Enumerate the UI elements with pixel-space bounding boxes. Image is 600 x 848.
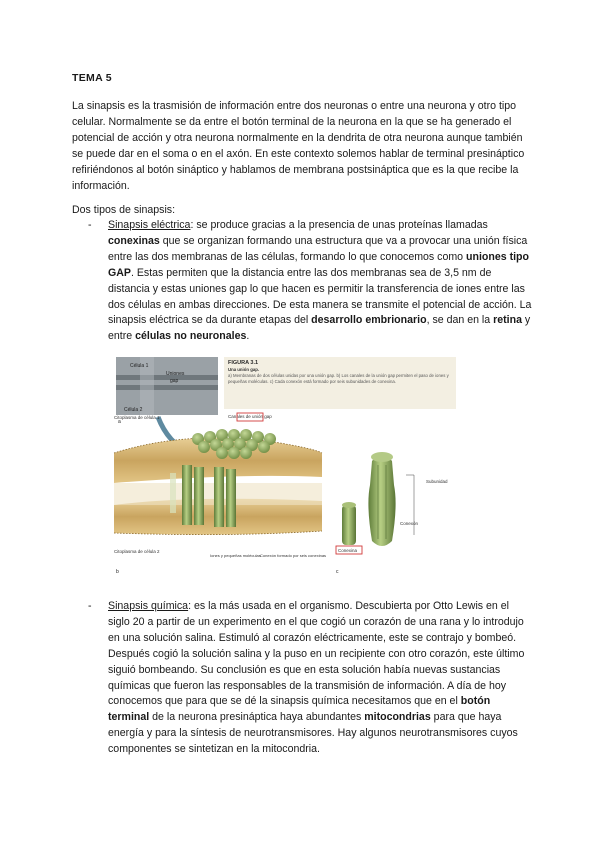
intro-paragraph: La sinapsis es la trasmisión de información entre dos neuronas o entre una neurona y otro tipo celular. Normalmente se da entre el botón terminal de la neurona en la que se ha generado el potencial de acción y otra neurona normalmente en la dendrita de otra neurona aunque también se puede dar en el soma o en el axón. En este contexto solemos hablar de terminal presináptico refiriéndonos al botón sináptico y hablamos de membrana postsináptica que es la que recibe la información. (72, 100, 525, 192)
list-item-electric-synapse (72, 218, 532, 345)
subunit-label: Subunidad (426, 479, 448, 484)
cell2-label: Célula 2 (124, 407, 143, 413)
chemical-term: Sinapsis química (108, 600, 189, 612)
panel-c-letter: c (336, 569, 339, 575)
uniones-label: Uniones (166, 371, 185, 377)
connexin-panel (336, 452, 448, 575)
conexon-label: Conexón (400, 521, 419, 526)
cytoplasm-1-label: Citoplasma de célula 1 (114, 415, 160, 420)
cytoplasm-2-label: Citoplasma de célula 2 (114, 549, 160, 554)
panel-b-letter: b (116, 569, 119, 575)
ions-label: Iones y pequeñas moléculas (210, 553, 261, 558)
list-item-chemical-synapse (72, 599, 532, 758)
conexon-formation-label: Conexón formado por seis conexinas (260, 553, 327, 558)
figure-number: FIGURA 3.1 (228, 360, 259, 366)
connexin-label: Conexina (338, 548, 358, 553)
types-heading: Dos tipos de sinapsis: (72, 204, 176, 216)
bullet-dash: - (88, 219, 92, 231)
chemical-synapse-text: Sinapsis química: es la más usada en el organismo. Descubierta por Otto Lewis en el siglo 20 a partir de un experimento en el que cogió un corazón de una rana y lo introdujo en una solución salina. Estimuló al corazón eléctricamente, este se contrajo y bombeó. Después cogió la solución salina y la puso en un recipiente con otro corazón, este último siguió bombeando. Su conclusión es que en esta solución había nuevas sustancias químicas que fueron las responsables de la transmisión de información. A día de hoy conocemos que para que se dé la sinapsis química necesitamos que en el botón terminal de la neurona presináptica haya abundantes mitocondrias para que haya energía y para la síntesis de neurotransmisores. Hay algunos neurotransmisores cuyos componentes se sintetizan en la mitocondria. (108, 600, 525, 756)
electric-synapse-text: Sinapsis eléctrica: se produce gracias a la presencia de unas proteínas llamadas conexinas que se organizan formando una estructura que va a provocar una unión física entre las dos membranas de las células, formando lo que conocemos como uniones tipo GAP. Estas permiten que la distancia entre las dos membranas sea de 3,5 nm de distancia y estas uniones gap lo que hacen es permitir la transferencia de iones entre las dos células en ambas direcciones. De esta manera se transmite el potencial de acción. La sinapsis eléctrica se da durante etapas del desarrollo embrionario, se dan en la retina y entre células no neuronales. (108, 219, 532, 343)
caption-body: a) Membranas de dos células unidas por una unión gap. b) Los canales de la unión gap permiten el paso de iones y pequeñas moléculas. c) Cada conexón está formado por seis subunidades de conexina. (228, 373, 449, 384)
page-title: TEMA 5 (72, 72, 112, 84)
gap-channels-label: Canales de unión gap (228, 414, 272, 419)
bullet-dash: - (88, 600, 92, 612)
panel-a-letter: a (118, 419, 121, 425)
gap-junction-figure (110, 355, 462, 583)
figure-caption (224, 357, 456, 409)
electric-term: Sinapsis eléctrica (108, 219, 191, 231)
caption-heading: Una unión gap. (228, 367, 260, 372)
cell1-label: Célula 1 (130, 363, 149, 369)
gap-label: gap (170, 378, 179, 384)
